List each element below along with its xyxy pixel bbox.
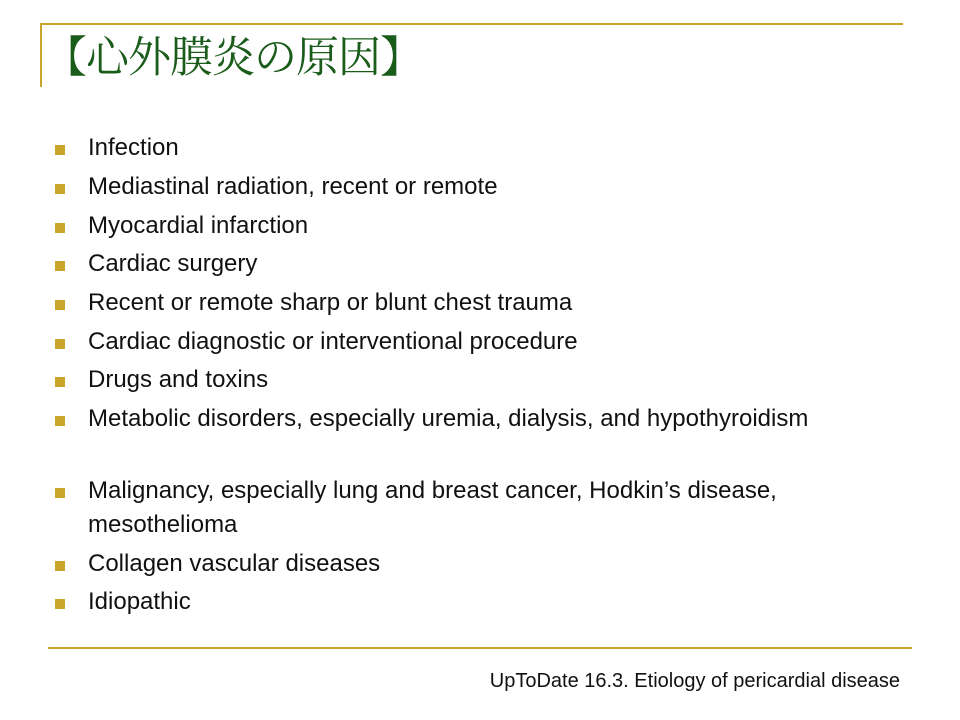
footer-divider bbox=[48, 647, 912, 649]
top-accent-line bbox=[40, 23, 903, 25]
square-bullet-icon bbox=[55, 377, 65, 387]
bullet-text: Collagen vascular diseases bbox=[88, 550, 381, 577]
square-bullet-icon bbox=[55, 339, 65, 349]
square-bullet-icon bbox=[55, 145, 65, 155]
square-bullet-icon bbox=[55, 300, 65, 310]
bullet-text: Cardiac diagnostic or interventional procedure bbox=[88, 328, 578, 355]
bullet-text: Recent or remote sharp or blunt chest trauma bbox=[88, 289, 573, 316]
slide-title: 【心外膜炎の原因】 bbox=[44, 33, 422, 83]
bullet-text: Malignancy, especially lung and breast cancer, Hodkin’s disease, mesothelioma bbox=[88, 477, 777, 538]
square-bullet-icon bbox=[55, 184, 65, 194]
footer-citation: UpToDate 16.3. Etiology of pericardial disease bbox=[489, 670, 900, 692]
square-bullet-icon bbox=[55, 488, 65, 498]
bullet-text: Mediastinal radiation, recent or remote bbox=[88, 173, 498, 200]
bullet-text: Metabolic disorders, especially uremia, dialysis, and hypothyroidism bbox=[88, 405, 809, 432]
bullet-text: Drugs and toxins bbox=[88, 366, 269, 393]
left-accent-line bbox=[40, 23, 42, 87]
bullet-text: Idiopathic bbox=[88, 588, 191, 615]
square-bullet-icon bbox=[55, 599, 65, 609]
square-bullet-icon bbox=[55, 261, 65, 271]
bullet-text: Infection bbox=[88, 134, 179, 161]
square-bullet-icon bbox=[55, 561, 65, 571]
bullet-text: Cardiac surgery bbox=[88, 250, 258, 277]
bullet-text: Myocardial infarction bbox=[88, 212, 309, 239]
square-bullet-icon bbox=[55, 223, 65, 233]
square-bullet-icon bbox=[55, 416, 65, 426]
